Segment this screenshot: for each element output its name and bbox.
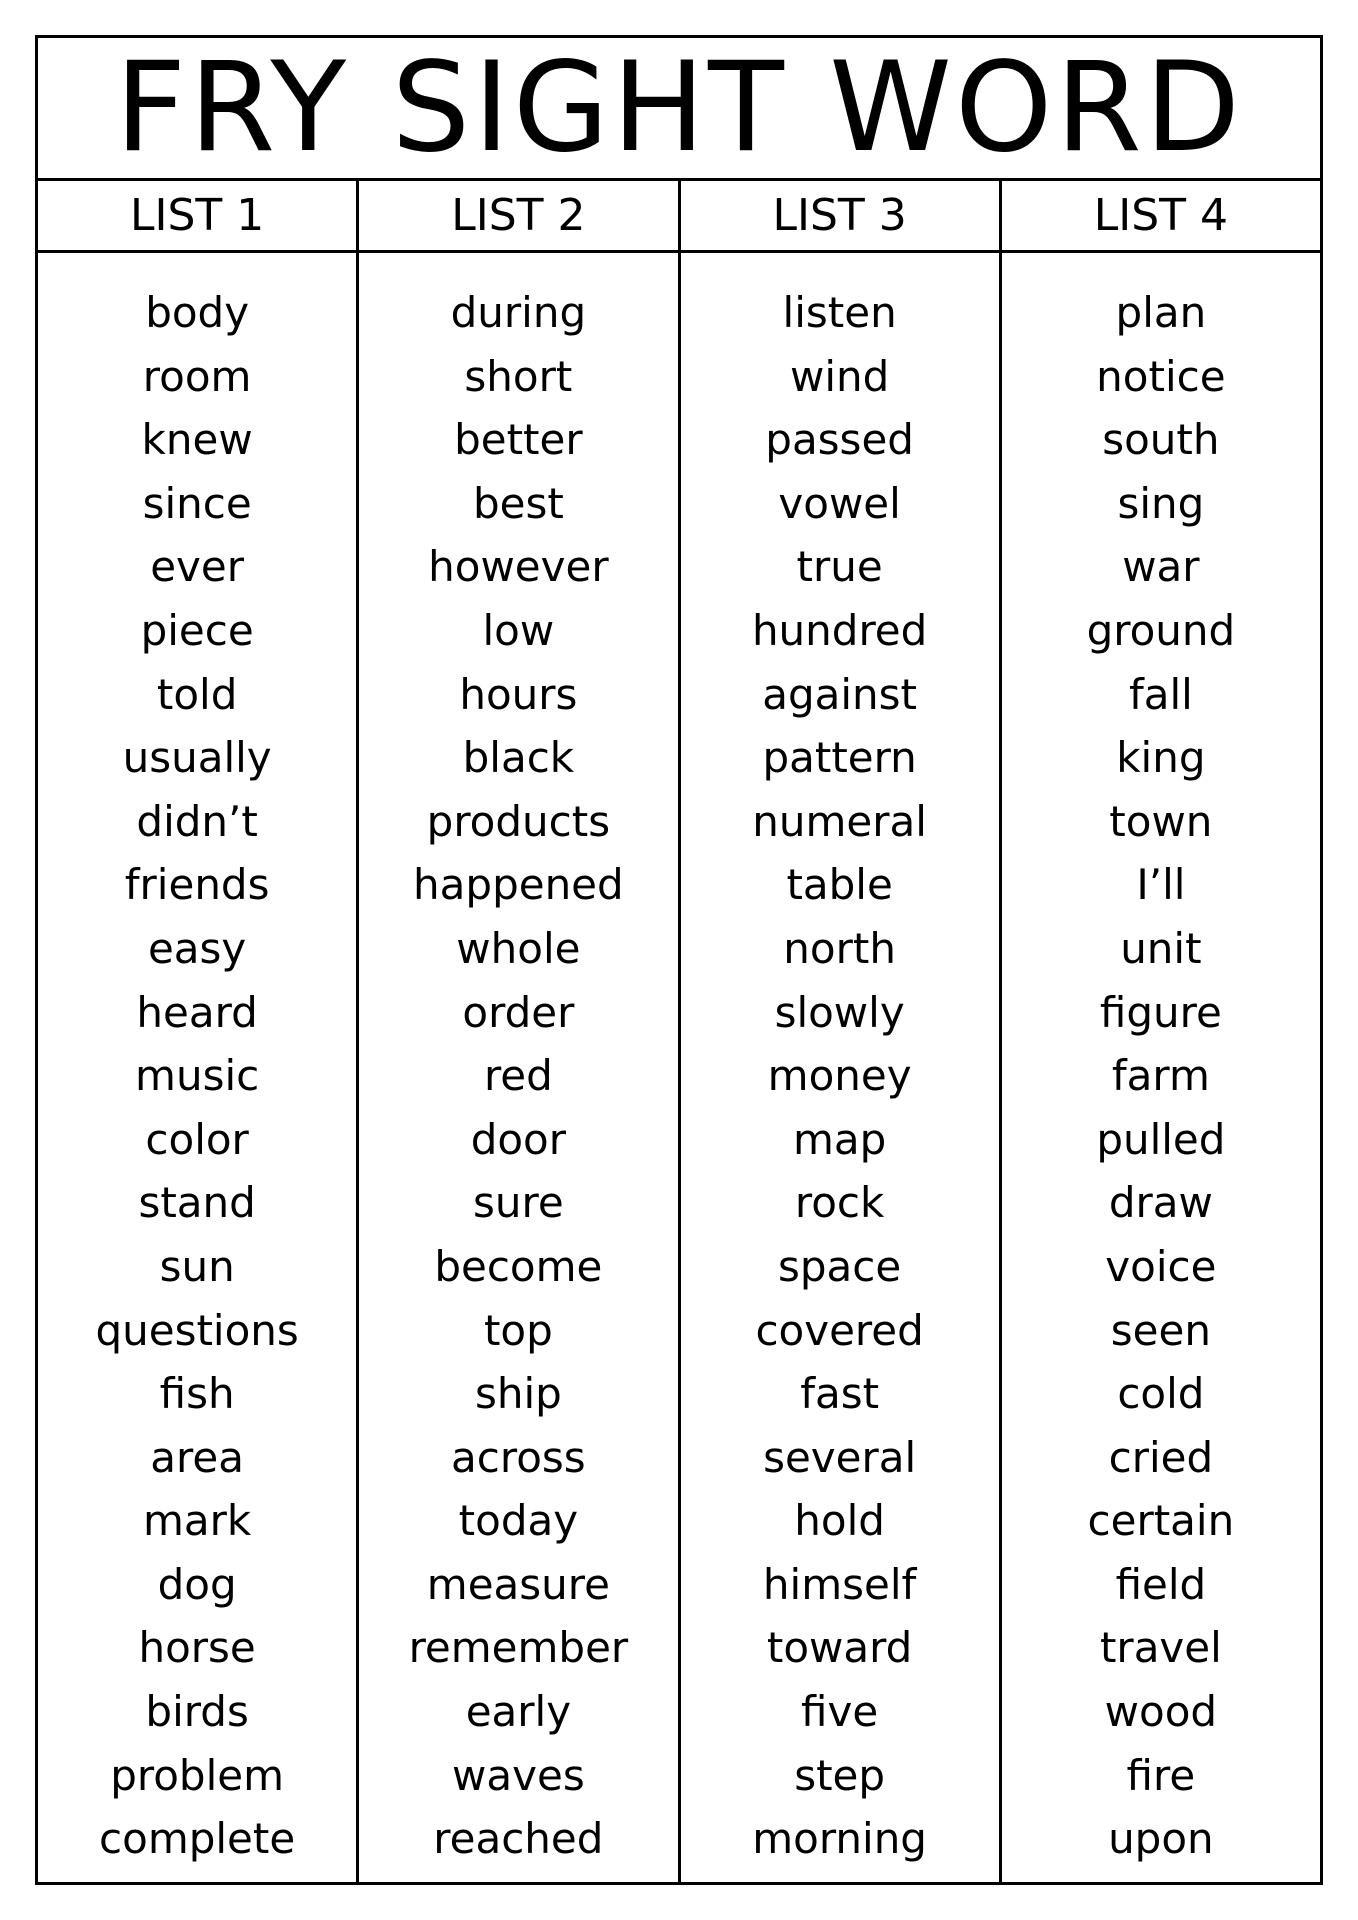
sight-word: morning: [752, 1814, 927, 1864]
sight-word: war: [1122, 542, 1200, 592]
sight-word: hours: [459, 669, 578, 719]
word-columns: [38, 253, 1320, 1882]
sight-word: didn’t: [136, 796, 258, 846]
sight-word: short: [464, 351, 573, 401]
sight-word: become: [434, 1241, 603, 1291]
sight-word: low: [482, 605, 555, 655]
sight-word: birds: [145, 1687, 249, 1737]
sight-word: voice: [1105, 1241, 1217, 1291]
list-1-header: LIST 1: [38, 181, 359, 250]
sight-word: farm: [1111, 1051, 1210, 1101]
sight-word: music: [135, 1051, 260, 1101]
sight-word: today: [458, 1496, 579, 1546]
list-3-header: LIST 3: [681, 181, 1002, 250]
title-row: [38, 38, 1320, 181]
sight-word: field: [1115, 1559, 1207, 1609]
sight-word: top: [483, 1305, 553, 1355]
sight-word: pattern: [762, 733, 917, 783]
sight-word: numeral: [752, 796, 927, 846]
list-2-header: LIST 2: [359, 181, 680, 250]
sight-word: wood: [1104, 1687, 1218, 1737]
sight-word: toward: [766, 1623, 913, 1673]
sight-word: friends: [124, 860, 270, 910]
sight-word: mark: [143, 1496, 252, 1546]
sight-word: remember: [408, 1623, 629, 1673]
sight-word: knew: [141, 415, 253, 465]
sight-word: red: [483, 1051, 553, 1101]
list-3-column: [681, 253, 1002, 1882]
sight-word: fast: [800, 1369, 880, 1419]
sight-word: upon: [1108, 1814, 1214, 1864]
sight-word: cold: [1117, 1369, 1205, 1419]
sight-word: usually: [122, 733, 272, 783]
sight-word: table: [786, 860, 893, 910]
sight-word: whole: [456, 923, 581, 973]
sight-word: dog: [157, 1559, 237, 1609]
sight-word: himself: [762, 1559, 917, 1609]
sight-word: waves: [452, 1750, 585, 1800]
sight-word: against: [762, 669, 918, 719]
sight-word: step: [794, 1750, 886, 1800]
list-2-column: [359, 253, 680, 1882]
sight-word: town: [1109, 796, 1213, 846]
sight-word: since: [142, 478, 252, 528]
list-header-row: [38, 181, 1320, 253]
list-4-header: LIST 4: [1093, 189, 1229, 241]
sight-word: easy: [147, 923, 247, 973]
list-4-column: [1002, 253, 1320, 1882]
page-title: FRY SIGHT WORD: [114, 36, 1244, 180]
sight-word: told: [156, 669, 238, 719]
sight-word: across: [451, 1432, 586, 1482]
sight-word: piece: [140, 605, 254, 655]
sight-word: money: [767, 1051, 912, 1101]
sight-word: body: [145, 288, 250, 337]
sight-word: space: [778, 1241, 902, 1291]
sight-word: five: [801, 1687, 879, 1737]
sight-word: travel: [1099, 1623, 1222, 1673]
sight-word: sing: [1117, 478, 1205, 528]
sight-word: better: [454, 415, 583, 465]
sight-word: however: [428, 542, 609, 592]
sight-word: color: [145, 1114, 249, 1164]
sight-word: reached: [433, 1814, 604, 1864]
sight-word: room: [142, 351, 252, 401]
sight-word: area: [150, 1432, 244, 1482]
sight-word: stand: [138, 1178, 256, 1228]
sight-word: cried: [1108, 1432, 1214, 1482]
sight-word: happened: [413, 860, 624, 910]
sight-word: certain: [1087, 1496, 1235, 1546]
sight-word: rock: [794, 1178, 885, 1228]
sight-word: vowel: [778, 478, 901, 528]
sight-word: ground: [1086, 605, 1236, 655]
sight-word: figure: [1099, 987, 1222, 1037]
sight-word: ship: [474, 1369, 562, 1419]
sight-word: measure: [426, 1559, 610, 1609]
sight-word: early: [465, 1687, 572, 1737]
sight-word: south: [1102, 415, 1220, 465]
list-1-column: [38, 253, 359, 1882]
sight-word: complete: [99, 1814, 296, 1864]
sight-word: unit: [1120, 923, 1202, 973]
sight-word: best: [472, 478, 564, 528]
sight-word: black: [462, 733, 575, 783]
sight-word: problem: [110, 1750, 285, 1800]
sight-word: heard: [136, 987, 258, 1037]
sight-word: door: [470, 1114, 567, 1164]
sight-word: plan: [1115, 288, 1207, 337]
sight-word: products: [426, 796, 611, 846]
sight-word: fire: [1126, 1750, 1196, 1800]
sight-word: wind: [789, 351, 890, 401]
sight-word: sun: [159, 1241, 235, 1291]
sight-word: hundred: [751, 605, 928, 655]
sight-word: north: [783, 923, 896, 973]
sight-word: slowly: [774, 987, 905, 1037]
sight-word: order: [462, 987, 575, 1037]
sight-word: draw: [1108, 1178, 1213, 1228]
sight-word: notice: [1096, 351, 1226, 401]
sight-word: king: [1116, 733, 1206, 783]
sight-word: map: [792, 1114, 887, 1164]
sight-word: passed: [765, 415, 914, 465]
sight-word: pulled: [1096, 1114, 1226, 1164]
sight-word: fall: [1128, 669, 1193, 719]
word-list-sheet: [35, 35, 1323, 1885]
sight-word: true: [796, 542, 883, 592]
sight-word: sure: [473, 1178, 564, 1228]
sight-word: hold: [794, 1496, 885, 1546]
sight-word: seen: [1110, 1305, 1211, 1355]
sight-word: covered: [755, 1305, 924, 1355]
sight-word: horse: [138, 1623, 256, 1673]
sight-word: several: [763, 1432, 917, 1482]
sight-word: listen: [782, 288, 897, 337]
sight-word: questions: [95, 1305, 299, 1355]
sight-word: during: [450, 288, 587, 337]
sight-word: I’ll: [1136, 860, 1186, 910]
sight-word: fish: [159, 1369, 235, 1419]
sight-word: ever: [150, 542, 245, 592]
